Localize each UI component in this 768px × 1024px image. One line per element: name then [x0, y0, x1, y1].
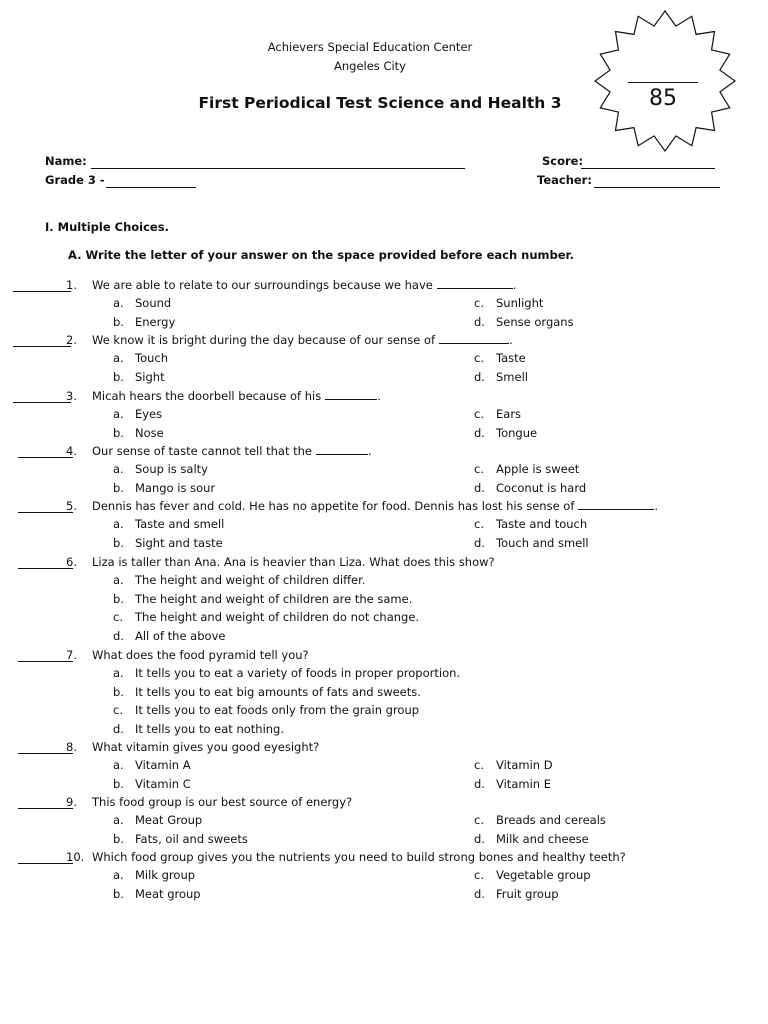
question-number: 2.: [66, 333, 77, 347]
option-text: Meat group: [135, 886, 201, 901]
answer-option: [474, 296, 543, 310]
question-prompt: Which food group gives you the nutrients you need to build strong bones and healthy teeth?: [92, 850, 626, 864]
option-letter: a.: [113, 462, 124, 477]
option-letter: c.: [474, 868, 484, 883]
answer-option: [474, 407, 521, 421]
fill-in-blank: [325, 389, 377, 400]
question-text: [92, 499, 658, 513]
answer-option: [474, 868, 591, 882]
option-text: Apple is sweet: [496, 462, 580, 477]
option-letter: a.: [113, 296, 124, 311]
question-tail: .: [654, 499, 659, 513]
question-text: [92, 648, 309, 662]
option-letter: d.: [474, 776, 485, 791]
answer-option: [113, 517, 224, 531]
answer-option: [113, 868, 195, 882]
answer-option: [113, 610, 419, 624]
option-text: Coconut is hard: [496, 480, 587, 495]
fill-in-blank: [439, 333, 509, 344]
option-letter: a.: [113, 573, 124, 588]
question-text: [92, 389, 381, 403]
answer-option: [474, 536, 589, 550]
school-city: Angeles City: [334, 59, 406, 73]
option-text: Nose: [135, 425, 164, 440]
option-letter: b.: [113, 425, 124, 440]
answer-blank[interactable]: [13, 346, 71, 347]
option-letter: c.: [474, 296, 484, 311]
answer-option: [113, 629, 225, 643]
option-letter: b.: [113, 831, 124, 846]
answer-option: [113, 777, 191, 791]
answer-option: [113, 315, 175, 329]
answer-option: [474, 426, 537, 440]
answer-option: [113, 481, 215, 495]
fill-in-blank: [437, 278, 513, 289]
option-letter: b.: [113, 591, 124, 606]
question-text: [92, 278, 516, 292]
question-number: 10.: [66, 850, 85, 864]
option-letter: b.: [113, 684, 124, 699]
question-tail: .: [368, 444, 372, 458]
question-number: 8.: [66, 740, 77, 754]
answer-option: [113, 592, 412, 606]
question-prompt: Dennis has fever and cold. He has no appetite for food. Dennis has lost his sense of: [92, 499, 575, 513]
answer-option: [474, 777, 551, 791]
answer-option: [474, 462, 579, 476]
question-text: [92, 555, 495, 569]
answer-blank[interactable]: [18, 661, 73, 662]
score-badge-line: [628, 82, 698, 83]
question-number: 6.: [66, 555, 77, 569]
option-letter: a.: [113, 407, 124, 422]
option-letter: d.: [474, 535, 485, 550]
option-text: Sight: [135, 369, 165, 384]
answer-option: [474, 758, 553, 772]
option-text: Taste: [496, 351, 526, 366]
option-letter: d.: [474, 480, 485, 495]
question-prompt: Our sense of taste cannot tell that the: [92, 444, 312, 458]
option-text: Ears: [496, 407, 522, 422]
answer-option: [113, 666, 460, 680]
question-number: 5.: [66, 499, 77, 513]
option-text: Eyes: [135, 407, 163, 422]
option-letter: b.: [113, 480, 124, 495]
option-letter: d.: [474, 886, 485, 901]
answer-option: [113, 703, 419, 717]
fill-in-blank: [316, 444, 368, 455]
answer-blank[interactable]: [18, 457, 73, 458]
option-letter: d.: [474, 425, 485, 440]
answer-option: [113, 426, 164, 440]
option-text: Vitamin E: [496, 776, 551, 791]
option-text: Meat Group: [135, 813, 203, 828]
question-prompt: Liza is taller than Ana. Ana is heavier than Liza. What does this show?: [92, 555, 495, 569]
option-text: The height and weight of children do not change.: [135, 610, 420, 625]
question-prompt: We know it is bright during the day because of our sense of: [92, 333, 436, 347]
option-text: Touch and smell: [496, 535, 589, 550]
answer-option: [474, 813, 606, 827]
option-text: Vitamin D: [496, 758, 553, 773]
option-letter: b.: [113, 314, 124, 329]
question-prompt: Micah hears the doorbell because of his: [92, 389, 322, 403]
option-letter: a.: [113, 517, 124, 532]
option-letter: d.: [474, 314, 485, 329]
option-letter: c.: [474, 462, 484, 477]
answer-option: [113, 407, 162, 421]
answer-blank[interactable]: [18, 568, 73, 569]
question-prompt: What vitamin gives you good eyesight?: [92, 740, 320, 754]
option-text: Taste and smell: [135, 517, 225, 532]
score-label: Score:: [542, 154, 584, 168]
option-letter: d.: [113, 721, 124, 736]
option-letter: b.: [113, 886, 124, 901]
option-letter: a.: [113, 351, 124, 366]
section-instruction: A. Write the letter of your answer on the space provided before each number.: [68, 248, 574, 262]
answer-option: [474, 832, 589, 846]
question-text: [92, 850, 626, 864]
option-text: Breads and cereals: [496, 813, 606, 828]
option-text: Smell: [496, 369, 528, 384]
option-text: Fruit group: [496, 886, 559, 901]
option-letter: d.: [474, 369, 485, 384]
score-star-badge: [590, 6, 740, 156]
option-text: Vegetable group: [496, 868, 591, 883]
score-field[interactable]: [581, 168, 715, 169]
option-letter: c.: [113, 610, 123, 625]
name-label: Name:: [45, 154, 87, 168]
section-heading: I. Multiple Choices.: [45, 220, 169, 234]
grade-field[interactable]: [106, 187, 196, 188]
answer-option: [113, 722, 284, 736]
school-name: Achievers Special Education Center: [267, 40, 473, 54]
answer-option: [474, 351, 526, 365]
answer-option: [113, 887, 201, 901]
option-text: The height and weight of children are the same.: [135, 591, 413, 606]
grade-label: Grade 3 -: [45, 173, 105, 187]
answer-option: [474, 517, 587, 531]
answer-option: [113, 685, 421, 699]
option-letter: c.: [474, 813, 484, 828]
teacher-label: Teacher:: [537, 173, 592, 187]
answer-option: [113, 370, 165, 384]
answer-option: [113, 758, 191, 772]
option-text: Milk group: [135, 868, 196, 883]
answer-blank[interactable]: [18, 512, 73, 513]
option-text: All of the above: [135, 628, 226, 643]
answer-option: [474, 887, 559, 901]
question-tail: .: [512, 278, 517, 292]
question-number: 1.: [66, 278, 77, 292]
answer-blank[interactable]: [13, 291, 71, 292]
option-text: Soup is salty: [135, 462, 208, 477]
answer-option: [113, 296, 171, 310]
answer-blank[interactable]: [13, 402, 71, 403]
question-prompt: We are able to relate to our surroundings because we have: [92, 278, 433, 292]
option-letter: d.: [113, 628, 124, 643]
question-number: 7.: [66, 648, 77, 662]
answer-option: [113, 536, 223, 550]
option-text: Milk and cheese: [496, 831, 589, 846]
option-letter: b.: [113, 776, 124, 791]
answer-blank[interactable]: [18, 808, 73, 809]
question-tail: .: [509, 333, 513, 347]
option-letter: c.: [113, 703, 123, 718]
answer-option: [113, 813, 202, 827]
option-text: The height and weight of children differ.: [135, 573, 366, 588]
question-number: 3.: [66, 389, 77, 403]
option-letter: c.: [474, 351, 484, 366]
question-prompt: This food group is our best source of energy?: [92, 795, 353, 809]
answer-blank[interactable]: [18, 863, 73, 864]
answer-option: [474, 481, 586, 495]
option-text: It tells you to eat a variety of foods in proper proportion.: [135, 666, 461, 681]
option-text: Energy: [135, 314, 176, 329]
question-text: [92, 795, 352, 809]
question-number: 4.: [66, 444, 77, 458]
option-letter: c.: [474, 517, 484, 532]
question-text: [92, 740, 319, 754]
option-letter: b.: [113, 535, 124, 550]
option-text: It tells you to eat foods only from the grain group: [135, 703, 420, 718]
option-letter: b.: [113, 369, 124, 384]
option-letter: a.: [113, 758, 124, 773]
answer-option: [113, 573, 365, 587]
option-text: Fats, oil and sweets: [135, 831, 248, 846]
answer-option: [474, 315, 574, 329]
option-text: Vitamin A: [135, 758, 191, 773]
option-text: Sound: [135, 296, 172, 311]
option-letter: c.: [474, 407, 484, 422]
option-letter: a.: [113, 868, 124, 883]
option-text: Sight and taste: [135, 535, 223, 550]
option-text: Mango is sour: [135, 480, 216, 495]
page-title: First Periodical Test Science and Health 3: [198, 94, 562, 112]
question-number: 9.: [66, 795, 77, 809]
answer-blank[interactable]: [18, 753, 73, 754]
option-text: It tells you to eat big amounts of fats and sweets.: [135, 684, 421, 699]
option-letter: c.: [474, 758, 484, 773]
score-badge-value: 85: [649, 86, 677, 111]
option-text: Taste and touch: [496, 517, 588, 532]
option-text: It tells you to eat nothing.: [135, 721, 285, 736]
teacher-field[interactable]: [594, 187, 720, 188]
question-text: [92, 444, 372, 458]
option-letter: a.: [113, 666, 124, 681]
answer-option: [113, 832, 248, 846]
option-text: Sunlight: [496, 296, 544, 311]
option-letter: a.: [113, 813, 124, 828]
fill-in-blank: [578, 499, 654, 510]
option-text: Sense organs: [496, 314, 574, 329]
option-text: Vitamin C: [135, 776, 191, 791]
answer-option: [113, 351, 168, 365]
option-letter: d.: [474, 831, 485, 846]
answer-option: [113, 462, 208, 476]
name-field[interactable]: [91, 168, 465, 169]
question-prompt: What does the food pyramid tell you?: [92, 648, 309, 662]
question-tail: .: [377, 389, 381, 403]
option-text: Tongue: [496, 425, 538, 440]
answer-option: [474, 370, 528, 384]
question-text: [92, 333, 513, 347]
option-text: Touch: [135, 351, 169, 366]
